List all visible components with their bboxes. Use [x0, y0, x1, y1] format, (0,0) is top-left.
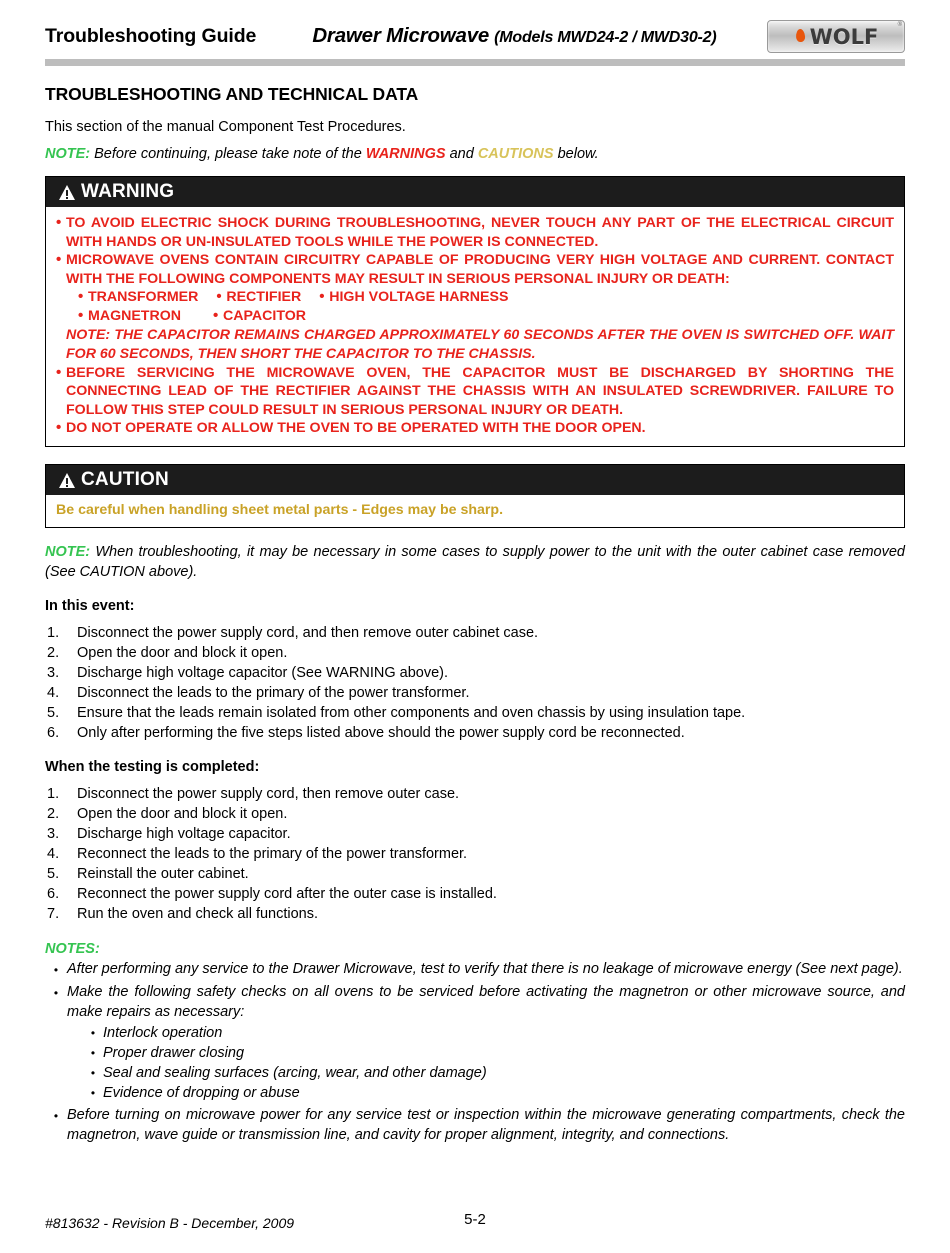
intro-paragraph: This section of the manual Component Test Procedures.: [45, 119, 406, 135]
step-number: 4.: [47, 846, 60, 863]
bullet-icon: •: [78, 307, 84, 325]
bullet-icon: •: [56, 363, 62, 381]
bullet-icon: •: [53, 1109, 59, 1124]
bullet-icon: •: [56, 214, 62, 231]
step-number: 5.: [47, 866, 60, 883]
warning-item-text: TO AVOID ELECTRIC SHOCK DURING TROUBLESHOOTING, NEVER TOUCH ANY PART OF THE ELECTRICAL CIRCUIT WITH HANDS OR UN-INSULATED TOOLS WHILE THE POWER IS CONNECTED.: [66, 215, 894, 250]
bullet-icon: •: [56, 251, 62, 269]
step-number: 7.: [47, 906, 60, 923]
list-item: [45, 844, 905, 864]
wolf-logo: [767, 20, 905, 53]
bullet-icon: •: [56, 419, 62, 437]
page-title: TROUBLESHOOTING AND TECHNICAL DATA: [45, 84, 419, 104]
list-item: [45, 824, 905, 844]
safety-check-text: Evidence of dropping or abuse: [103, 1085, 300, 1102]
list-item: [45, 804, 905, 824]
testing-completed-steps: [45, 784, 905, 924]
notes-list-final: [45, 1106, 905, 1145]
list-item: [45, 683, 905, 703]
note-warnings-cautions: [45, 146, 905, 162]
note-text: After performing any service to the Drawer Microwave, test to verify that there is no leakage of microwave energy (See next page).: [67, 961, 903, 978]
list-item: [45, 1106, 905, 1145]
step-number: 3.: [47, 826, 60, 843]
caution-title: CAUTION: [81, 469, 169, 491]
warning-item: [56, 251, 894, 288]
troubleshooting-note: [45, 543, 905, 582]
bullet-icon: •: [90, 1086, 96, 1101]
warning-item-text: BEFORE SERVICING THE MICROWAVE OVEN, THE CAPACITOR MUST BE DISCHARGED BY SHORTING THE CONNECTING LEAD OF THE RECTIFIER AGAINST THE CHASSIS WITH AN INSULATED SCREWDRIVER. FAILURE TO FOLLOW THIS STEP COULD RESULT IN SERIOUS PERSONAL INJURY OR DEATH.: [66, 364, 894, 418]
safety-check-text: Interlock operation: [103, 1025, 223, 1042]
list-item: [45, 723, 905, 743]
header-model-block: [312, 24, 716, 48]
caution-text: Be careful when handling sheet metal parts - Edges may be sharp: [56, 502, 500, 519]
bullet-icon: •: [319, 288, 325, 306]
note-label: NOTE:: [45, 146, 91, 162]
page-number: 5-2: [464, 1211, 486, 1228]
list-item: [45, 663, 905, 683]
step-text: Disconnect the leads to the primary of the power transformer.: [77, 685, 470, 702]
notes-heading: NOTES:: [45, 941, 100, 958]
bullet-icon: •: [90, 1046, 96, 1061]
component-high-voltage-harness: HIGH VOLTAGE HARNESS: [329, 289, 509, 306]
step-number: 6.: [47, 725, 60, 742]
step-number: 2.: [47, 806, 60, 823]
component-rectifier: RECTIFIER: [226, 289, 302, 306]
warning-item: [56, 214, 894, 251]
list-item: [45, 960, 905, 980]
note-label: NOTE:: [45, 544, 91, 561]
list-item: [45, 884, 905, 904]
step-number: 4.: [47, 685, 60, 702]
page-footer: [45, 1211, 905, 1235]
safety-check-text: Seal and sealing surfaces (arcing, wear, and other damage): [103, 1065, 487, 1082]
warning-item-text: DO NOT OPERATE OR ALLOW THE OVEN TO BE OPERATED WITH THE DOOR OPEN.: [66, 420, 646, 437]
caution-body: [46, 495, 904, 527]
bullet-icon: •: [53, 985, 59, 1000]
safety-check-text: Proper drawer closing: [103, 1045, 245, 1062]
note-text-part2: below.: [557, 146, 599, 162]
component-capacitor: CAPACITOR: [223, 308, 307, 325]
list-item: [45, 864, 905, 884]
wolf-logo-text: WOLF: [809, 24, 879, 49]
step-text: Ensure that the leads remain isolated from other components and oven chassis by using insulation tape.: [77, 705, 746, 722]
list-item: [83, 1063, 905, 1083]
step-number: 6.: [47, 886, 60, 903]
warning-item-text: MICROWAVE OVENS CONTAIN CIRCUITRY CAPABLE OF PRODUCING VERY HIGH VOLTAGE AND CURRENT. CONTACT WITH THE FOLLOWING COMPONENTS MAY RESULT IN SERIOUS PERSONAL INJURY OR DEATH:: [66, 252, 894, 287]
list-item: [45, 784, 905, 804]
step-text: Discharge high voltage capacitor (See WARNING above).: [77, 665, 448, 682]
testing-completed-heading: When the testing is completed:: [45, 759, 260, 776]
header-model-title: Drawer Microwave: [312, 24, 490, 47]
note-and: and: [449, 146, 474, 162]
note-text: Make the following safety checks on all ovens to be serviced before activating the magnetron or other microwave source, and make repairs as necessary:: [67, 983, 905, 1020]
header-model-subtitle: (Models MWD24-2 / MWD30-2): [494, 29, 717, 46]
wolf-logo-inner: [794, 25, 879, 49]
step-text: Disconnect the power supply cord, then remove outer case.: [77, 786, 460, 803]
in-this-event-steps: [45, 623, 905, 743]
list-item: [83, 1083, 905, 1103]
warning-capacitor-note: NOTE: THE CAPACITOR REMAINS CHARGED APPROXIMATELY 60 SECONDS AFTER THE OVEN IS SWITCHED OFF. WAIT FOR 60 SECONDS, THEN SHORT THE CAPACITOR TO THE CHASSIS.: [66, 327, 894, 362]
bullet-icon: •: [78, 288, 84, 306]
bullet-icon: •: [216, 288, 222, 306]
header-divider: [45, 59, 905, 66]
warning-item: [56, 364, 894, 420]
bullet-icon: •: [53, 963, 59, 978]
bullet-icon: •: [213, 307, 219, 325]
component-magnetron: MAGNETRON: [88, 308, 182, 325]
warning-triangle-icon: [59, 185, 75, 200]
step-number: 3.: [47, 665, 60, 682]
page-header: [45, 0, 905, 50]
step-number: 1.: [47, 625, 60, 642]
list-item: [45, 904, 905, 924]
warning-title: WARNING: [81, 181, 175, 202]
list-item: [83, 1023, 905, 1043]
warning-box: [45, 176, 905, 447]
list-item: [45, 623, 905, 643]
step-text: Disconnect the power supply cord, and then remove outer cabinet case.: [77, 625, 539, 642]
header-left-title: Troubleshooting Guide: [45, 24, 257, 47]
note-warnings-keyword: WARNINGS: [365, 146, 446, 162]
in-this-event-heading: In this event:: [45, 598, 135, 615]
list-item: [45, 983, 905, 1022]
step-text: Open the door and block it open.: [77, 806, 288, 823]
list-item: [45, 703, 905, 723]
step-text: Open the door and block it open.: [77, 645, 288, 662]
warning-triangle-icon: [59, 473, 75, 488]
step-text: Reconnect the leads to the primary of the power transformer.: [77, 846, 468, 863]
bullet-icon: •: [90, 1066, 96, 1081]
registered-trademark-icon: ®: [897, 22, 902, 28]
warning-components-row-2: [56, 307, 894, 326]
warning-components-row-1: [56, 288, 894, 307]
step-text: Run the oven and check all functions.: [77, 906, 319, 923]
step-number: 5.: [47, 705, 60, 722]
caution-box: [45, 464, 905, 528]
document-revision-info: #813632 - Revision B - December, 2009: [45, 1215, 295, 1231]
caution-header: [46, 465, 904, 495]
bullet-icon: •: [90, 1026, 96, 1041]
warning-body: [46, 207, 904, 446]
caution-period: .: [499, 502, 504, 519]
warning-item: [56, 419, 894, 438]
safety-check-list: [45, 1023, 905, 1103]
troubleshooting-note-text: When troubleshooting, it may be necessary in some cases to supply power to the unit with the outer cabinet case removed (See CAUTION above).: [45, 544, 905, 580]
step-number: 1.: [47, 786, 60, 803]
component-transformer: TRANSFORMER: [88, 289, 199, 306]
note-cautions-keyword: CAUTIONS: [477, 146, 554, 162]
note-text-part1: Before continuing, please take note of the: [94, 146, 362, 162]
note-text: Before turning on microwave power for any service test or inspection within the microwave generating compartments, check the magnetron, wave guide or transmission line, and cavity for proper alignment, integrity, and connections.: [67, 1107, 905, 1144]
step-text: Discharge high voltage capacitor.: [77, 826, 291, 843]
list-item: [83, 1043, 905, 1063]
step-number: 2.: [47, 645, 60, 662]
step-text: Only after performing the five steps listed above should the power supply cord be reconnected.: [77, 725, 685, 742]
warning-header: [46, 177, 904, 207]
flame-icon: [794, 29, 807, 45]
step-text: Reinstall the outer cabinet.: [77, 866, 249, 883]
step-text: Reconnect the power supply cord after the outer case is installed.: [77, 886, 497, 903]
notes-list: [45, 960, 905, 1022]
list-item: [45, 643, 905, 663]
